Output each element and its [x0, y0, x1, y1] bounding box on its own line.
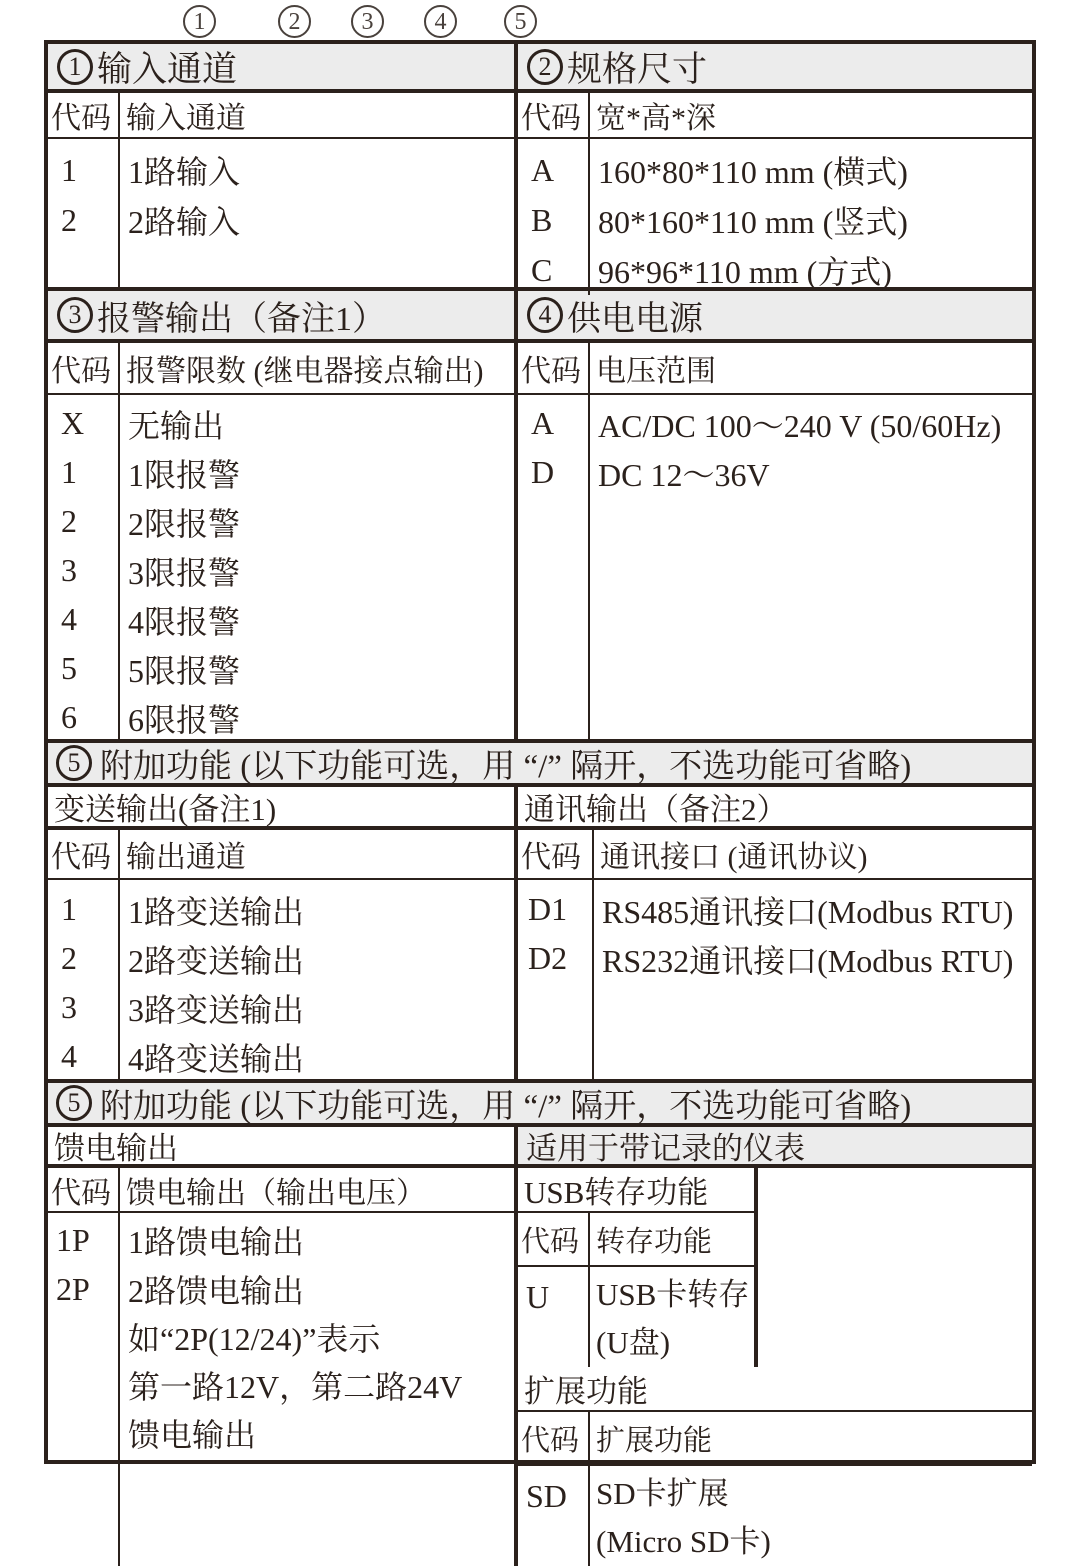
desc-column-header: 馈电输出（输出电压）: [126, 1176, 426, 1210]
subtable-body: [518, 1466, 1032, 1566]
desc-cell: 无输出: [128, 407, 225, 444]
section-body: [518, 395, 1032, 739]
circled-1-icon: 1: [57, 49, 93, 85]
desc-cell: RS485通讯接口(Modbus RTU): [602, 893, 1014, 930]
desc-cell: 1路变送输出: [128, 893, 305, 930]
section-title-text: 附加功能 (以下功能可选，用 “/” 隔开，不选功能可省略): [100, 748, 912, 785]
code-cell: 2: [61, 201, 77, 238]
code-cell: 6: [61, 699, 77, 735]
subsection-title: 变送输出(备注1): [48, 787, 514, 830]
section-title-text: 报警输出（备注1）: [97, 300, 386, 338]
code-column-header: 代码: [518, 93, 590, 137]
desc-cell: 6限报警: [128, 701, 241, 738]
section-body: [518, 139, 1032, 295]
section-feed-output: [48, 1168, 518, 1566]
column-header-row: [518, 343, 1032, 395]
desc-line-2: (Micro SD卡): [596, 1524, 771, 1559]
desc-column-header: 输入通道: [126, 102, 246, 135]
desc-column-header: 报警限数 (继电器接点输出): [126, 355, 484, 388]
desc-cell: 160*80*110 mm (横式): [598, 154, 908, 190]
section-title: [48, 743, 1032, 783]
desc-line-1: SD卡扩展: [596, 1476, 729, 1511]
band-additional-functions-header-2: [48, 1083, 1032, 1127]
section-title: [48, 44, 514, 93]
desc-cell: 3路变送输出: [128, 991, 305, 1028]
column-header-row: [48, 343, 514, 395]
subtable-body: [518, 1267, 754, 1367]
desc-cell: [590, 1466, 1032, 1566]
subtable-title: USB转存功能: [518, 1168, 754, 1213]
section-body: [48, 1213, 514, 1566]
table-row: [518, 245, 1032, 295]
code-cell: 3: [61, 552, 77, 588]
table-row: [518, 399, 1032, 448]
band-additional-functions-header-1: [48, 743, 1032, 787]
desc-cell: RS232通讯接口(Modbus RTU): [602, 942, 1014, 979]
code-cell: 1: [61, 454, 77, 490]
section-title: [518, 291, 1032, 343]
marker-4-icon: 4: [424, 5, 457, 38]
desc-cell: 5限报警: [128, 652, 241, 689]
table-row: [48, 595, 514, 644]
table-row: [48, 1265, 514, 1313]
code-cell: [48, 1313, 120, 1361]
section-title-text: 规格尺寸: [567, 49, 708, 89]
selection-table: [44, 40, 1036, 1559]
code-cell: 1: [61, 151, 77, 188]
section-title-text: 供电电源: [567, 300, 703, 338]
section-input-channel: [48, 44, 518, 287]
feed-output-title: 馈电输出: [48, 1127, 518, 1164]
table-row-continuation: [48, 1361, 514, 1409]
column-header-row: [518, 93, 1032, 139]
code-cell: U: [526, 1279, 550, 1315]
section-comm-output: [518, 787, 1032, 1079]
desc-column-header: 电压范围: [596, 355, 716, 388]
table-row: [48, 1032, 514, 1081]
code-cell: 3: [61, 989, 77, 1025]
code-cell: 4: [61, 601, 77, 637]
code-column-header: 代码: [518, 1213, 590, 1265]
code-column-header: 代码: [518, 1412, 590, 1464]
table-row: [48, 934, 514, 983]
desc-cell: 1路输入: [128, 154, 241, 190]
code-cell: A: [531, 151, 555, 188]
code-column-header: 代码: [518, 343, 590, 393]
table-row: [48, 497, 514, 546]
code-cell: D1: [528, 891, 568, 927]
desc-line-1: USB卡转存: [596, 1277, 750, 1312]
column-header-row: [48, 93, 514, 139]
code-column-header: 代码: [48, 1168, 120, 1211]
desc-cell: 1限报警: [128, 456, 241, 493]
code-cell: C: [531, 251, 553, 288]
section-title: [48, 291, 514, 343]
column-header-row: [518, 1412, 1032, 1466]
section-title: [518, 44, 1032, 93]
section-title-text: 附加功能 (以下功能可选，用 “/” 隔开，不选功能可省略): [100, 1088, 912, 1125]
section-transmit-output: [48, 787, 518, 1079]
table-row: [48, 145, 514, 195]
code-cell: X: [61, 405, 85, 441]
section-title-text: 输入通道: [97, 49, 238, 89]
code-column-header: 代码: [518, 830, 594, 878]
desc-cell: 3限报警: [128, 554, 241, 591]
desc-column-header: 输出通道: [126, 841, 246, 874]
table-row: [48, 195, 514, 245]
section-power-supply: [518, 291, 1032, 739]
desc-cell: [590, 1267, 754, 1367]
desc-cell: 第一路12V，第二路24V: [128, 1369, 463, 1405]
column-header-row: [518, 830, 1032, 880]
code-cell: [48, 1361, 120, 1409]
desc-cell: 2路变送输出: [128, 942, 305, 979]
table-row: [518, 145, 1032, 195]
desc-cell: 4路变送输出: [128, 1040, 305, 1077]
circled-2-icon: 2: [527, 49, 563, 85]
section-body: [518, 880, 1032, 1079]
desc-cell: 4限报警: [128, 603, 241, 640]
section-alarm-output: [48, 291, 518, 739]
desc-cell: 馈电输出: [128, 1417, 257, 1453]
column-header-row: [48, 1168, 514, 1213]
table-row: [48, 448, 514, 497]
band-feed-and-record: [48, 1127, 1032, 1559]
desc-cell: 96*96*110 mm (方式): [598, 254, 892, 290]
usb-transfer-table: [518, 1168, 758, 1367]
section-body: [48, 139, 514, 287]
column-header-row: [518, 1213, 754, 1267]
table-row: [48, 399, 514, 448]
circled-5-icon: 5: [56, 1085, 92, 1121]
table-row: [48, 644, 514, 693]
table-row: [48, 693, 514, 742]
marker-1-icon: 1: [183, 5, 216, 38]
desc-cell: 2限报警: [128, 505, 241, 542]
code-cell: 4: [61, 1038, 77, 1074]
table-row-continuation: [48, 1313, 514, 1361]
desc-cell: 2路馈电输出: [128, 1273, 305, 1309]
desc-column-header: 扩展功能: [596, 1424, 713, 1457]
table-row: [48, 546, 514, 595]
recorder-note-title: 适用于带记录的仪表: [518, 1127, 1032, 1164]
band-transmit-and-comm: [48, 787, 1032, 1083]
code-column-header: 代码: [48, 93, 120, 137]
desc-cell: 80*160*110 mm (竖式): [598, 204, 908, 240]
section-title: [48, 1083, 1032, 1123]
table-row: [48, 1215, 514, 1265]
table-row-continuation: [48, 1409, 514, 1457]
desc-cell: AC/DC 100～240 V (50/60Hz): [598, 407, 1002, 444]
marker-3-icon: 3: [351, 5, 384, 38]
code-column-header: 代码: [48, 343, 120, 393]
code-cell: 2P: [56, 1270, 90, 1307]
desc-column-header: 转存功能: [596, 1225, 713, 1258]
circled-4-icon: 4: [527, 297, 563, 333]
code-column-header: 代码: [48, 830, 120, 878]
code-cell: B: [531, 201, 553, 238]
feed-and-record-body: [48, 1168, 1032, 1566]
section-body: [48, 880, 514, 1081]
sd-expansion-table: [518, 1367, 1032, 1566]
circled-5-icon: 5: [56, 745, 92, 781]
marker-2-icon: 2: [278, 5, 311, 38]
table-row: [518, 885, 1032, 934]
section-body: [48, 395, 514, 742]
table-row: [518, 934, 1032, 983]
desc-cell: DC 12～36V: [598, 456, 770, 493]
marker-5-icon: 5: [504, 5, 537, 38]
band-alarm-and-power: [48, 291, 1032, 743]
desc-column-header: 宽*高*深: [596, 102, 716, 135]
subsection-title-row: [48, 1127, 1032, 1168]
desc-line-2: (U盘): [596, 1325, 671, 1360]
section-dimensions: [518, 44, 1032, 290]
table-row: [518, 448, 1032, 497]
code-cell: 1P: [56, 1221, 90, 1258]
desc-cell: 2路输入: [128, 204, 241, 240]
table-row: [48, 885, 514, 934]
recorder-subtables: [518, 1168, 1032, 1566]
desc-column-header: 通讯接口 (通讯协议): [600, 841, 868, 874]
code-cell: [48, 1409, 120, 1457]
code-cell: 5: [61, 650, 77, 686]
circled-3-icon: 3: [57, 297, 93, 333]
desc-cell: 如“2P(12/24)”表示: [128, 1321, 381, 1357]
subtable-title: 扩展功能: [518, 1367, 1032, 1412]
code-cell: 2: [61, 503, 77, 539]
table-row: [48, 983, 514, 1032]
code-cell: 2: [61, 940, 77, 976]
code-cell: SD: [526, 1478, 567, 1514]
band-input-and-size: [48, 44, 1032, 291]
table-row: [518, 195, 1032, 245]
column-header-row: [48, 830, 514, 880]
code-cell: 1: [61, 891, 77, 927]
code-cell: A: [531, 405, 555, 441]
desc-cell: 1路馈电输出: [128, 1224, 305, 1260]
column-markers: [0, 5, 1080, 41]
code-cell: D: [531, 454, 555, 490]
subsection-title: 通讯输出（备注2）: [518, 787, 1032, 830]
code-cell: D2: [528, 940, 568, 976]
